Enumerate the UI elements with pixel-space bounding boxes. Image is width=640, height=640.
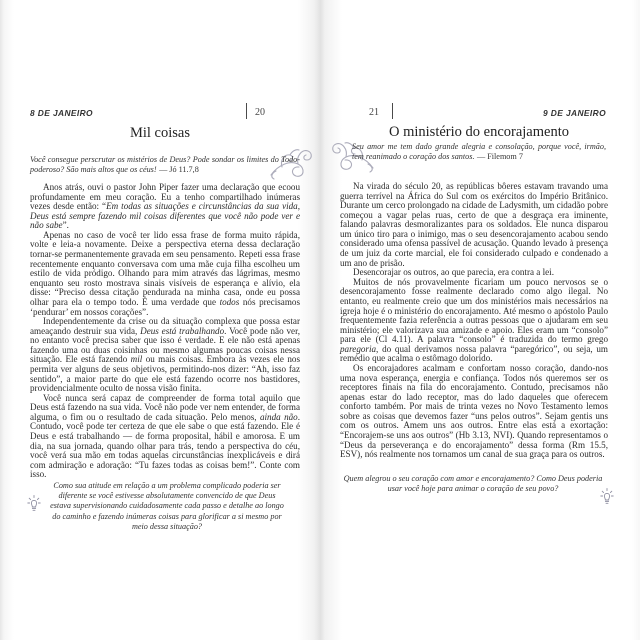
emphasis-text: ainda não: [259, 411, 298, 422]
reflection-question: Quem alegrou o seu coração com amor e encorajamento? Como Deus poderia usar você hoje para animar o coração de seu povo?: [343, 474, 603, 494]
body-paragraph: [30, 317, 300, 394]
lamp-icon: [27, 494, 41, 512]
body-text: Anos atrás, ouvi o pastor John Piper fazer uma declaração que ecoou profundamente em meu coração. Eu a tenho compartilhado inúmeras vezes desde então: “: [30, 182, 300, 212]
body-text: Muitos de nós provavelmente ficariam um pouco nervosos se o desencorajamento fosse realmente declarado como algo ilegal. No entanto, eu realmente creio que um dos ministérios mais necessários na igreja hoje é o ministério do encorajamento. Até mesmo o apóstolo Paulo frequentemente fazia referência a outras pessoas que o ajudaram em seu ministério; ele valorizava sua amizade e apoio. Eles eram um “consolo” para ele (Cl 4.11). A palavra “consolo” é traduzida do termo grego: [340, 276, 608, 345]
epigraph-text: Você consegue perscrutar os mistérios de Deus? Pode sondar os limites do Todo-poderoso? São mais altos que os céus!: [30, 155, 300, 174]
epigraph: [30, 155, 300, 175]
page-date: 9 DE JANEIRO: [543, 108, 606, 118]
emphasis-text: todos: [219, 296, 240, 307]
body-text: . Você pode não ver, no entanto você precisa saber que isso é verdade. E ele não está apenas fazendo uma ou duas coisinhas ou mesmo algumas poucas coisas nessa situação. Ele está fazendo: [30, 325, 301, 365]
emphasis-text: mil: [130, 354, 143, 365]
emphasis-text: Em todas as situações e circunstâncias da sua vida, Deus está sempre fazendo mil coisas diferentes que você não pode ver e não sabe: [30, 201, 300, 231]
body-text: Apenas no caso de você ter lido essa frase de forma muito rápida, volte e leia-a novamente. Deixe a perspectiva eterna dessa declaração tornar-se permanentemente gravada em seu pensamento. Repeti essa frase recentemente enquanto conversava com uma mãe cuja filha escolheu um estilo de vida pródigo. Olhando para mim através das lágrimas, mesmo enquanto seu rosto mostrava sinais visíveis de esperança e alívio, ela disse: “Preciso dessa citação pendurada na minha casa, onde eu possa olhar para ela o tempo todo. É uma verdade que: [30, 229, 300, 307]
body-paragraph: [340, 182, 608, 268]
body-text: , do qual derivamos nossa palavra “paregórico”, ou seja, um remédio que acalma o estômago dolorido.: [340, 343, 608, 364]
body-text: Desencorajar os outros, ao que parecia, era contra a lei.: [353, 267, 554, 278]
devotional-title: Mil coisas: [129, 125, 190, 141]
body-paragraph: [340, 278, 608, 364]
emphasis-text: Deus está trabalhando: [140, 325, 225, 336]
page-number: 20: [255, 107, 265, 118]
header-divider: [392, 103, 393, 119]
right-page: [320, 0, 640, 640]
devotional-body: [340, 182, 608, 460]
emphasis-text: paregoria: [340, 343, 377, 354]
body-text: Os encorajadores acalmam e confortam nosso coração, dando-nos uma nova esperança, energia e confiança. Todos nós queremos ser os receptores finais na fila do encorajamento. Contudo, precisamos não apenas estar do lado receptor, mas do lado daqueles que oferecem conforto também. Por mais de trinta vezes no Novo Testamento lemos sobre as coisas que devemos fazer “uns pelos outros”. Sejam gentis uns com os outros. Amem uns aos outros. Entre elas está a exortação: “Encorajem-se uns aos outros” (Hb 3.13, NVI). Quando representamos o “Deus da perseverança e do encorajamento” dessa forma (Rm 15.5, ESV), nós realmente nos tornamos um canal de sua graça para os outros.: [340, 362, 608, 460]
body-paragraph: [340, 364, 608, 460]
body-paragraph: [30, 394, 300, 480]
body-text: Você nunca será capaz de compreender de forma total aquilo que Deus está fazendo na sua vida. Você não pode ver nem entender, de forma alguma, o fim ou o resultado de cada situação. Pelo menos,: [30, 392, 300, 422]
lamp-icon: [600, 487, 614, 505]
body-text: Independentemente da crise ou da situação complexa que possa estar ameaçando destruir sua vida,: [30, 316, 300, 336]
devotional-title: O ministério do encorajamento: [389, 124, 569, 140]
header-divider: [246, 103, 247, 119]
epigraph-text: Seu amor me tem dado grande alegria e consolação, porque você, irmão, tem reanimado o coração dos santos.: [352, 142, 606, 161]
body-paragraph: [30, 231, 300, 317]
body-text: Na virada do século 20, as repúblicas bôeres estavam travando uma guerra terrível na África do Sul com os exércitos do Império Britânico. Durante um cerco prolongado na cidade de Ladysmith, um cidadão pobre começou a vagar pelas ruas, certo de que a desgraça era iminente, falando palavras desmoralizantes para os soldados. Ele nunca disparou um único tiro para o inimigo, mas o seu desencorajamento acabou sendo considerado uma ofensa passível de acusação. Quando levado à presença de um juiz da corte marcial, ele foi considerado culpado e condenado a um ano de prisão.: [340, 181, 608, 268]
body-text: nós precisamos ‘pendurar’ em nossos corações”.: [30, 296, 300, 317]
body-text: ”.: [62, 220, 69, 231]
devotional-body: [30, 183, 300, 480]
page-date: 8 DE JANEIRO: [30, 108, 93, 118]
epigraph-reference: — Filemom 7: [476, 152, 523, 161]
epigraph-reference: — Jó 11.7,8: [159, 165, 199, 174]
body-paragraph: [30, 183, 300, 231]
body-text: . Contudo, você pode ter certeza de que ele sabe o que está fazendo. Ele é Deus e está trabalhando — de forma proposital, hábil e amorosa. E um dia, na sua jornada, quando olhar para trás, tendo a perspectiva do céu, você verá sua mão em todas aquelas circunstâncias inexplicáveis e dirá com admiração e adoração: “Tu fazes todas as coisas bem!”. Conte com isso.: [30, 411, 300, 480]
body-text: ou mais coisas. Embora às vezes ele nos permita ver alguns de seus objetivos, permitindo-nos dizer: “Ah, isso faz sentido”, a maior parte do que ele está fazendo ocorre nos bastidores, providencialmente oculto de nossa visão finita.: [30, 354, 300, 394]
epigraph: [352, 142, 606, 162]
reflection-question: Como sua atitude em relação a um problema complicado poderia ser diferente se você estivesse absolutamente convencido de que Deus estava supervisionando cuidadosamente cada passo e detalhe ao longo do caminho e fazendo inúmeras coisas para glorificar a si mesmo por meio dessa situação?: [50, 481, 284, 531]
page-number: 21: [369, 107, 379, 118]
